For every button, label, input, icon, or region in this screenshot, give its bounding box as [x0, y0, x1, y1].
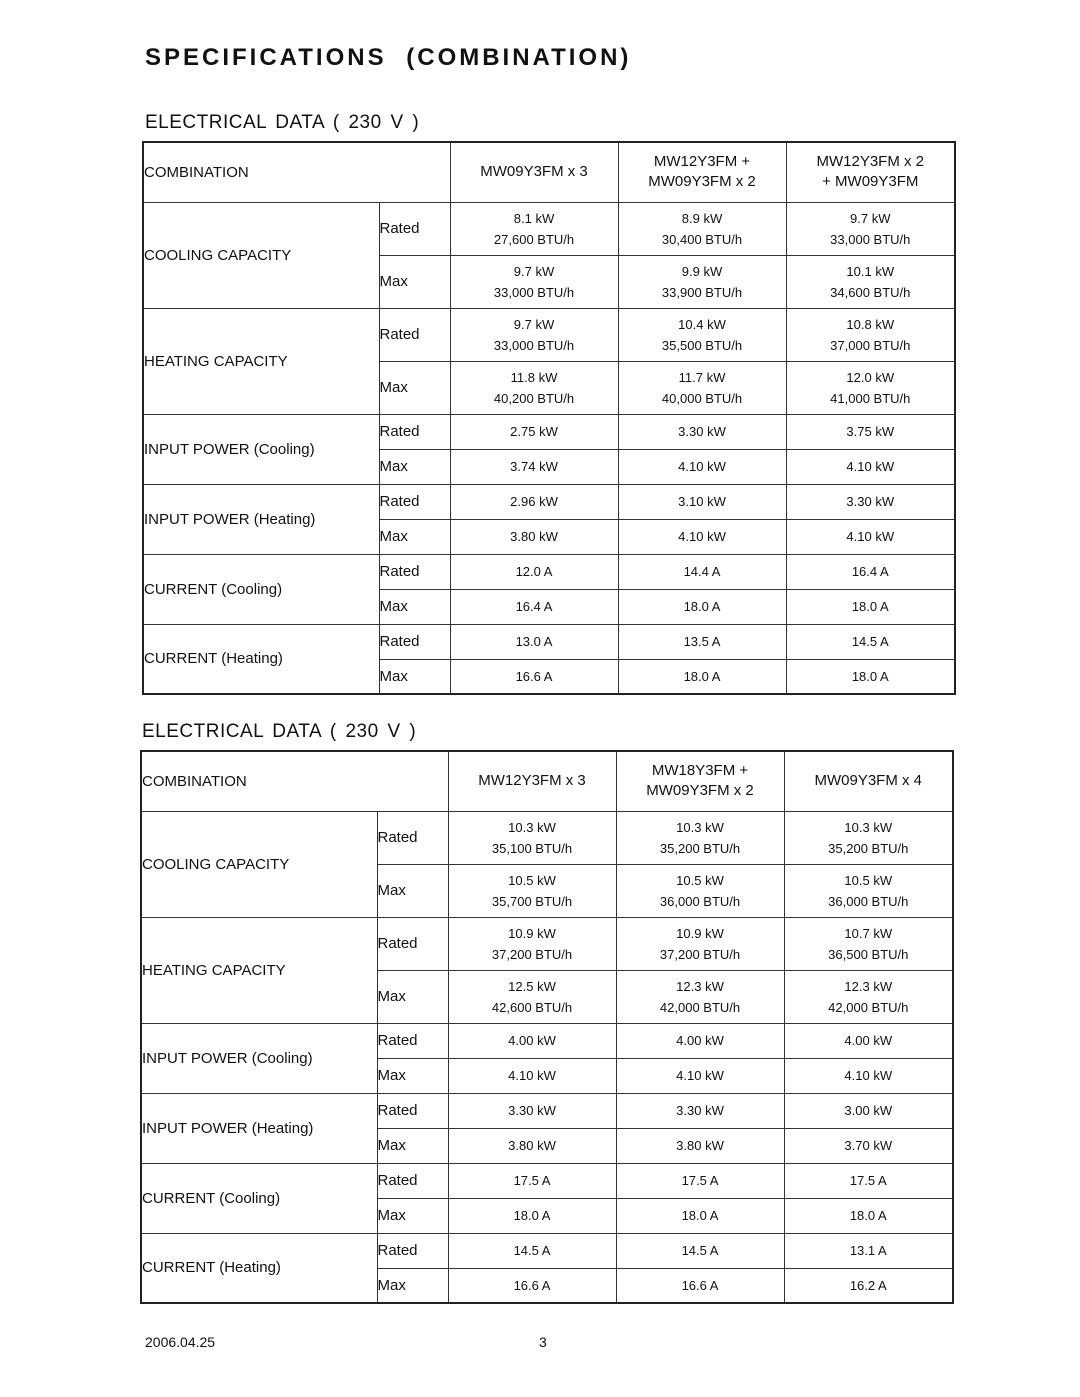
- model-header: MW12Y3FM x 2 + MW09Y3FM: [786, 142, 955, 202]
- value-cell: 14.5 A: [448, 1233, 616, 1268]
- value-cell: 16.4 A: [450, 589, 618, 624]
- value-cell: 10.7 kW 36,500 BTU/h: [784, 917, 953, 970]
- value-cell: 12.0 kW 41,000 BTU/h: [786, 361, 955, 414]
- max-label: Max: [379, 255, 450, 308]
- current-heating-label: CURRENT (Heating): [143, 624, 379, 694]
- table-row: [143, 202, 955, 255]
- cooling-capacity-label: COOLING CAPACITY: [141, 811, 377, 917]
- max-label: Max: [377, 1268, 448, 1303]
- input-power-cooling-label: INPUT POWER (Cooling): [143, 414, 379, 484]
- value-cell: 18.0 A: [448, 1198, 616, 1233]
- value-cell: 17.5 A: [784, 1163, 953, 1198]
- section-title-1: ELECTRICAL DATA ( 230 V ): [145, 112, 420, 133]
- max-label: Max: [377, 1128, 448, 1163]
- value-cell: 13.5 A: [618, 624, 786, 659]
- rated-label: Rated: [377, 1163, 448, 1198]
- max-label: Max: [377, 1198, 448, 1233]
- rated-label: Rated: [379, 414, 450, 449]
- rated-label: Rated: [377, 1093, 448, 1128]
- value-cell: 16.6 A: [616, 1268, 784, 1303]
- value-cell: 3.75 kW: [786, 414, 955, 449]
- value-cell: 12.3 kW 42,000 BTU/h: [616, 970, 784, 1023]
- model-header: MW12Y3FM x 3: [448, 751, 616, 811]
- value-cell: 9.9 kW 33,900 BTU/h: [618, 255, 786, 308]
- value-cell: 12.3 kW 42,000 BTU/h: [784, 970, 953, 1023]
- value-cell: 18.0 A: [618, 589, 786, 624]
- value-cell: 3.10 kW: [618, 484, 786, 519]
- value-cell: 14.5 A: [786, 624, 955, 659]
- table-row: [141, 1023, 953, 1058]
- value-cell: 18.0 A: [616, 1198, 784, 1233]
- value-cell: 16.6 A: [450, 659, 618, 694]
- value-cell: 12.5 kW 42,600 BTU/h: [448, 970, 616, 1023]
- value-cell: 18.0 A: [784, 1198, 953, 1233]
- rated-label: Rated: [377, 811, 448, 864]
- value-cell: 3.30 kW: [616, 1093, 784, 1128]
- value-cell: 16.4 A: [786, 554, 955, 589]
- model-header: MW18Y3FM + MW09Y3FM x 2: [616, 751, 784, 811]
- value-cell: 8.9 kW 30,400 BTU/h: [618, 202, 786, 255]
- rated-label: Rated: [377, 917, 448, 970]
- value-cell: 4.00 kW: [448, 1023, 616, 1058]
- value-cell: 4.00 kW: [616, 1023, 784, 1058]
- header-row: [143, 142, 955, 202]
- combination-label: COMBINATION: [143, 142, 450, 202]
- heating-capacity-label: HEATING CAPACITY: [141, 917, 377, 1023]
- value-cell: 3.30 kW: [618, 414, 786, 449]
- value-cell: 4.10 kW: [786, 519, 955, 554]
- value-cell: 11.7 kW 40,000 BTU/h: [618, 361, 786, 414]
- table-row: [143, 308, 955, 361]
- value-cell: 4.10 kW: [448, 1058, 616, 1093]
- value-cell: 13.0 A: [450, 624, 618, 659]
- heating-capacity-label: HEATING CAPACITY: [143, 308, 379, 414]
- value-cell: 9.7 kW 33,000 BTU/h: [450, 255, 618, 308]
- value-cell: 10.5 kW 36,000 BTU/h: [784, 864, 953, 917]
- value-cell: 18.0 A: [786, 659, 955, 694]
- value-cell: 4.10 kW: [616, 1058, 784, 1093]
- value-cell: 4.10 kW: [618, 449, 786, 484]
- current-heating-label: CURRENT (Heating): [141, 1233, 377, 1303]
- value-cell: 10.9 kW 37,200 BTU/h: [616, 917, 784, 970]
- value-cell: 10.9 kW 37,200 BTU/h: [448, 917, 616, 970]
- value-cell: 2.75 kW: [450, 414, 618, 449]
- value-cell: 16.2 A: [784, 1268, 953, 1303]
- input-power-heating-label: INPUT POWER (Heating): [141, 1093, 377, 1163]
- value-cell: 3.80 kW: [616, 1128, 784, 1163]
- value-cell: 12.0 A: [450, 554, 618, 589]
- max-label: Max: [379, 519, 450, 554]
- model-header: MW09Y3FM x 3: [450, 142, 618, 202]
- spec-table-2: [140, 750, 954, 1304]
- value-cell: 10.3 kW 35,200 BTU/h: [784, 811, 953, 864]
- value-cell: 18.0 A: [786, 589, 955, 624]
- value-cell: 3.74 kW: [450, 449, 618, 484]
- value-cell: 17.5 A: [448, 1163, 616, 1198]
- max-label: Max: [377, 1058, 448, 1093]
- rated-label: Rated: [379, 554, 450, 589]
- value-cell: 3.00 kW: [784, 1093, 953, 1128]
- value-cell: 4.00 kW: [784, 1023, 953, 1058]
- value-cell: 18.0 A: [618, 659, 786, 694]
- max-label: Max: [377, 864, 448, 917]
- table-row: [143, 414, 955, 449]
- table-row: [141, 1163, 953, 1198]
- value-cell: 3.80 kW: [448, 1128, 616, 1163]
- rated-label: Rated: [377, 1233, 448, 1268]
- value-cell: 3.30 kW: [786, 484, 955, 519]
- max-label: Max: [377, 970, 448, 1023]
- value-cell: 4.10 kW: [618, 519, 786, 554]
- model-header: MW09Y3FM x 4: [784, 751, 953, 811]
- current-cooling-label: CURRENT (Cooling): [143, 554, 379, 624]
- value-cell: 10.5 kW 35,700 BTU/h: [448, 864, 616, 917]
- value-cell: 10.3 kW 35,100 BTU/h: [448, 811, 616, 864]
- input-power-heating-label: INPUT POWER (Heating): [143, 484, 379, 554]
- max-label: Max: [379, 449, 450, 484]
- combination-label: COMBINATION: [141, 751, 448, 811]
- rated-label: Rated: [379, 624, 450, 659]
- section-title-2: ELECTRICAL DATA ( 230 V ): [142, 721, 417, 742]
- spec-table-1: [142, 141, 956, 695]
- table-row: [143, 484, 955, 519]
- table-row: [143, 624, 955, 659]
- value-cell: 10.5 kW 36,000 BTU/h: [616, 864, 784, 917]
- table-row: [141, 1093, 953, 1128]
- value-cell: 11.8 kW 40,200 BTU/h: [450, 361, 618, 414]
- rated-label: Rated: [377, 1023, 448, 1058]
- footer-date: 2006.04.25: [145, 1334, 216, 1350]
- value-cell: 3.70 kW: [784, 1128, 953, 1163]
- page-number: 3: [539, 1334, 547, 1350]
- table-row: [141, 811, 953, 864]
- value-cell: 2.96 kW: [450, 484, 618, 519]
- max-label: Max: [379, 589, 450, 624]
- value-cell: 9.7 kW 33,000 BTU/h: [786, 202, 955, 255]
- max-label: Max: [379, 659, 450, 694]
- rated-label: Rated: [379, 308, 450, 361]
- value-cell: 13.1 A: [784, 1233, 953, 1268]
- header-row: [141, 751, 953, 811]
- table-row: [141, 917, 953, 970]
- value-cell: 10.8 kW 37,000 BTU/h: [786, 308, 955, 361]
- value-cell: 10.1 kW 34,600 BTU/h: [786, 255, 955, 308]
- value-cell: 8.1 kW 27,600 BTU/h: [450, 202, 618, 255]
- value-cell: 16.6 A: [448, 1268, 616, 1303]
- max-label: Max: [379, 361, 450, 414]
- value-cell: 4.10 kW: [786, 449, 955, 484]
- value-cell: 3.30 kW: [448, 1093, 616, 1128]
- model-header: MW12Y3FM + MW09Y3FM x 2: [618, 142, 786, 202]
- value-cell: 10.4 kW 35,500 BTU/h: [618, 308, 786, 361]
- value-cell: 14.4 A: [618, 554, 786, 589]
- value-cell: 10.3 kW 35,200 BTU/h: [616, 811, 784, 864]
- value-cell: 17.5 A: [616, 1163, 784, 1198]
- page-title: SPECIFICATIONS (COMBINATION): [145, 44, 632, 71]
- value-cell: 4.10 kW: [784, 1058, 953, 1093]
- table-row: [141, 1233, 953, 1268]
- value-cell: 9.7 kW 33,000 BTU/h: [450, 308, 618, 361]
- value-cell: 3.80 kW: [450, 519, 618, 554]
- rated-label: Rated: [379, 202, 450, 255]
- current-cooling-label: CURRENT (Cooling): [141, 1163, 377, 1233]
- table-row: [143, 554, 955, 589]
- rated-label: Rated: [379, 484, 450, 519]
- input-power-cooling-label: INPUT POWER (Cooling): [141, 1023, 377, 1093]
- cooling-capacity-label: COOLING CAPACITY: [143, 202, 379, 308]
- value-cell: 14.5 A: [616, 1233, 784, 1268]
